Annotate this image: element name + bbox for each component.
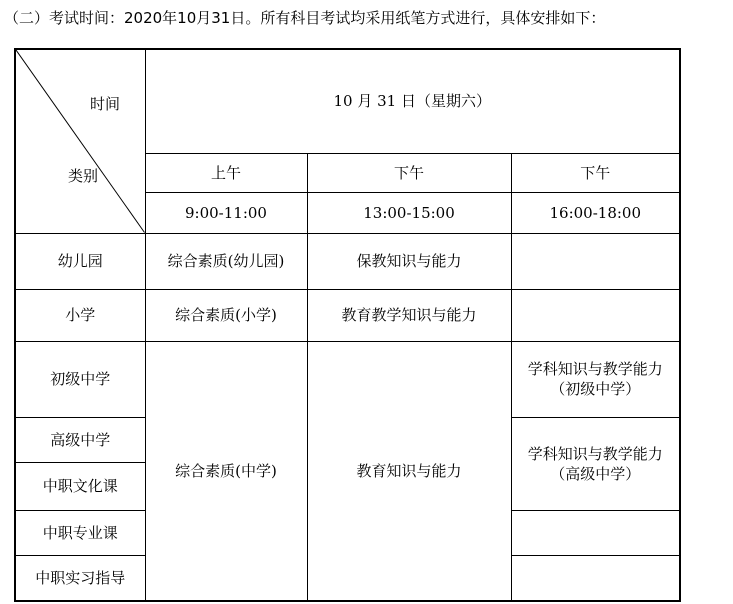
junior-subject-line: 学科知识与教学能力 [527,360,663,378]
kindergarten-session-2: 保教知识与能力 [307,233,511,289]
category-vocational-practice: 中职实习指导 [15,555,145,601]
junior-subject-level: （初级中学） [550,380,641,398]
session-3-period: 下午 [511,153,680,192]
header-corner-cell [15,49,145,233]
session-3-time: 16:00-18:00 [511,192,680,233]
kindergarten-session-3 [511,233,680,289]
kindergarten-session-1: 综合素质(幼儿园) [145,233,307,289]
table-row [15,289,680,341]
primary-session-3 [511,289,680,341]
session-2-time: 13:00-15:00 [307,192,511,233]
category-senior-high: 高级中学 [15,417,145,462]
intro-text: （二）考试时间：2020年10月31日。所有科目考试均采用纸笔方式进行，具体安排如下： [4,9,606,27]
table-row [15,233,680,289]
senior-subject-line: 学科知识与教学能力 [527,444,663,463]
session-2-period: 下午 [307,153,511,192]
category-primary: 小学 [15,289,145,341]
category-vocational-culture: 中职文化课 [15,462,145,510]
category-header-label: 类别 [68,167,99,185]
table-row [15,341,680,417]
vocational-practice-session-3 [511,555,680,601]
category-vocational-major: 中职专业课 [15,510,145,555]
senior-session-3 [511,417,680,510]
category-junior-high: 初级中学 [15,341,145,417]
senior-subject-level: （高级中学） [550,464,641,483]
secondary-session-1: 综合素质(中学) [145,341,307,601]
session-1-time: 9:00-11:00 [145,192,307,233]
exam-schedule-table [14,48,681,602]
primary-session-1: 综合素质(小学) [145,289,307,341]
junior-session-3 [511,341,680,417]
primary-session-2: 教育教学知识与能力 [307,289,511,341]
diagonal-line [16,50,145,233]
session-1-period: 上午 [145,153,307,192]
secondary-session-2: 教育知识与能力 [307,341,511,601]
exam-date-cell: 10 月 31 日（星期六） [145,49,680,153]
time-header-label: 时间 [90,95,121,113]
vocational-major-session-3 [511,510,680,555]
category-kindergarten: 幼儿园 [15,233,145,289]
